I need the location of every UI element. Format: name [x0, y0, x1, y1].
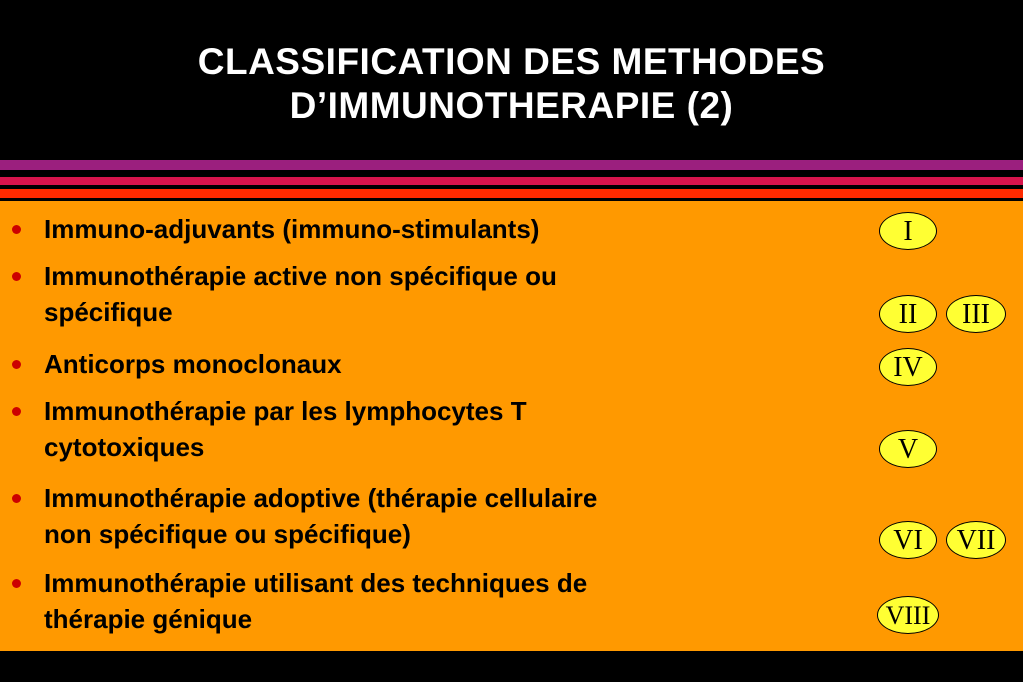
bullet-icon	[12, 225, 21, 234]
badge-I: I	[879, 212, 937, 250]
bullet-icon	[12, 360, 21, 369]
item-text	[44, 258, 874, 330]
content-panel	[0, 201, 1023, 651]
title-area	[0, 0, 1023, 160]
item-line: Immunothérapie adoptive (thérapie cellulaire	[44, 483, 598, 513]
badge-VIII: VIII	[877, 596, 939, 634]
bullet-icon	[12, 272, 21, 281]
item-text	[44, 480, 874, 552]
item-line: thérapie génique	[44, 604, 253, 634]
item-line: Immunothérapie par les lymphocytes T	[44, 396, 527, 426]
item-line: Immunothérapie active non spécifique ou	[44, 261, 557, 291]
title-line-2: D’IMMUNOTHERAPIE (2)	[289, 85, 734, 126]
item-line: Anticorps monoclonaux	[44, 349, 342, 379]
item-text	[44, 346, 874, 382]
bullet-icon	[12, 407, 21, 416]
item-line: spécifique	[44, 297, 173, 327]
item-line: Immunothérapie utilisant des techniques de	[44, 568, 588, 598]
badge-VII: VII	[946, 521, 1006, 559]
stripe-gap	[0, 170, 1023, 177]
item-text	[44, 211, 874, 247]
item-text	[44, 393, 874, 465]
badge-IV: IV	[879, 348, 937, 386]
item-line: non spécifique ou spécifique)	[44, 519, 411, 549]
bullet-icon	[12, 579, 21, 588]
stripe-red	[0, 189, 1023, 198]
stripe-crimson	[0, 177, 1023, 185]
item-line: cytotoxiques	[44, 432, 205, 462]
badge-V: V	[879, 430, 937, 468]
badge-III: III	[946, 295, 1006, 333]
badge-II: II	[879, 295, 937, 333]
bottom-band	[0, 651, 1023, 682]
item-text	[44, 565, 874, 637]
title-line-1: CLASSIFICATION DES METHODES	[197, 41, 826, 82]
stripe-purple	[0, 160, 1023, 170]
badge-VI: VI	[879, 521, 937, 559]
item-line: Immuno-adjuvants (immuno-stimulants)	[44, 214, 540, 244]
bullet-icon	[12, 494, 21, 503]
slide-title	[0, 40, 1023, 128]
